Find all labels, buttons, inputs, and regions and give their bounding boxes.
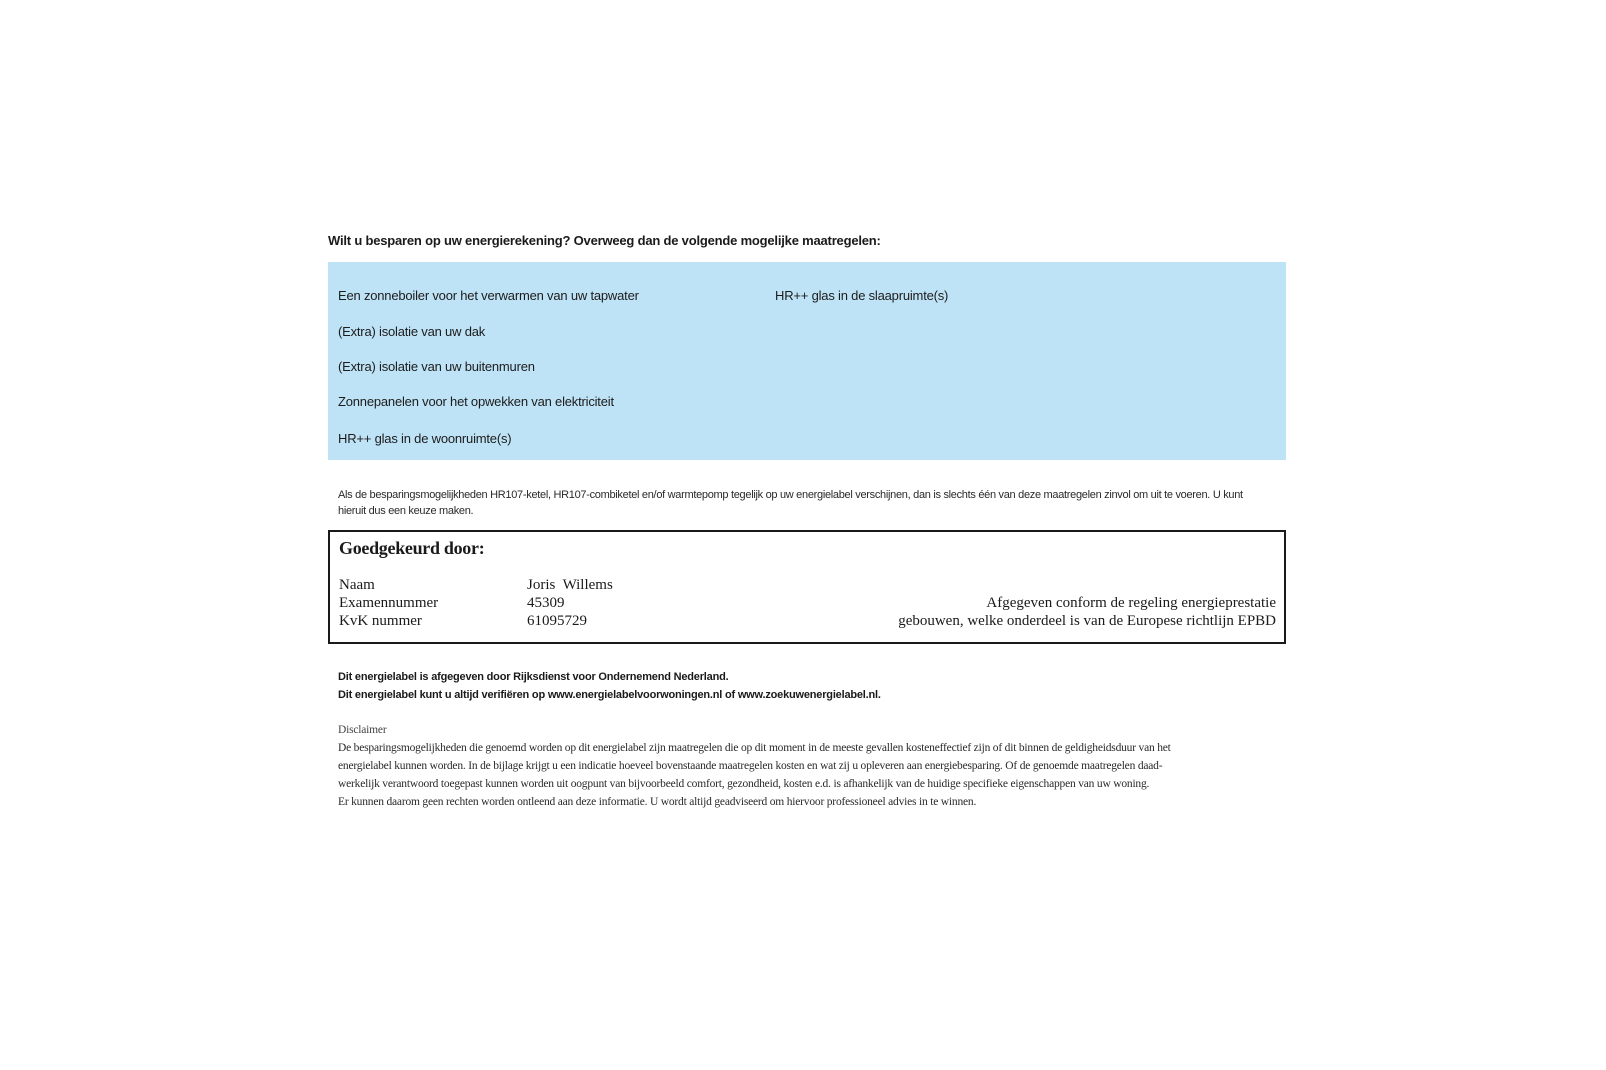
approved-row-name bbox=[339, 576, 613, 594]
conformity-statement bbox=[898, 594, 1276, 630]
approved-details bbox=[339, 576, 613, 630]
intro-heading: Wilt u besparen op uw energierekening? Overweeg dan de volgende mogelijke maatregelen: bbox=[328, 233, 881, 248]
measure-item: Een zonneboiler voor het verwarmen van uw tapwater bbox=[338, 288, 639, 303]
disclaimer-line: De besparingsmogelijkheden die genoemd worden op dit energielabel zijn maatregelen die op dit moment in de meeste gevallen kosteneffectief zijn of dit binnen de geldigheidsduur van het bbox=[338, 742, 1171, 754]
approved-title: Goedgekeurd door: bbox=[339, 538, 485, 558]
verify-line: Dit energielabel kunt u altijd verifiëren op www.energielabelvoorwoningen.nl of www.zoekuwenergielabel.nl. bbox=[338, 689, 881, 701]
issued-line: Dit energielabel is afgegeven door Rijksdienst voor Ondernemend Nederland. bbox=[338, 671, 729, 683]
measure-item: HR++ glas in de woonruimte(s) bbox=[338, 431, 512, 446]
measure-item: HR++ glas in de slaapruimte(s) bbox=[775, 288, 949, 303]
choice-note: Als de besparingsmogelijkheden HR107-ketel, HR107-combiketel en/of warmtepomp tegelijk op uw energielabel verschijnen, dan is slechts één van deze maatregelen zinvol om uit te voeren. U kunt hieruit dus een keuze maken. bbox=[338, 489, 1243, 517]
measures-box bbox=[328, 262, 1286, 460]
disclaimer-line: Er kunnen daarom geen rechten worden ontleend aan deze informatie. U wordt altijd geadviseerd om hiervoor professioneel advies in te winnen. bbox=[338, 796, 977, 808]
measure-item: (Extra) isolatie van uw dak bbox=[338, 324, 486, 339]
approved-row-exam-number bbox=[339, 594, 613, 612]
approved-row-kvk-number bbox=[339, 612, 613, 630]
measure-item: Zonnepanelen voor het opwekken van elektriciteit bbox=[338, 394, 614, 409]
measures-right-column bbox=[775, 282, 948, 318]
approved-value: 61095729 bbox=[527, 613, 587, 629]
conformity-line: Afgegeven conform de regeling energieprestatie bbox=[986, 595, 1276, 611]
disclaimer-title: Disclaimer bbox=[338, 724, 387, 736]
disclaimer-line: energielabel kunnen worden. In de bijlage krijgt u een indicatie hoeveel bovenstaande maatregelen kosten en wat zij u opleveren aan energiebesparing. Of de genoemde maatregelen daad- bbox=[338, 760, 1163, 772]
approved-value: Joris Willems bbox=[527, 577, 613, 593]
approved-box bbox=[328, 530, 1286, 644]
measure-item: (Extra) isolatie van uw buitenmuren bbox=[338, 359, 535, 374]
approved-value: 45309 bbox=[527, 595, 565, 611]
issued-by bbox=[338, 668, 1286, 704]
approved-label: Examennummer bbox=[339, 595, 439, 611]
measures-left-column bbox=[338, 282, 639, 461]
disclaimer bbox=[338, 721, 1266, 811]
disclaimer-line: werkelijk verantwoord toegepast kunnen worden uit oogpunt van bijvoorbeeld comfort, gezondheid, kosten e.d. is afhankelijk van de huidige specifieke eigenschappen van uw woning. bbox=[338, 778, 1150, 790]
energy-label-page bbox=[328, 230, 1286, 811]
approved-label: KvK nummer bbox=[339, 613, 422, 629]
approved-label: Naam bbox=[339, 577, 375, 593]
conformity-line: gebouwen, welke onderdeel is van de Europese richtlijn EPBD bbox=[898, 613, 1276, 629]
